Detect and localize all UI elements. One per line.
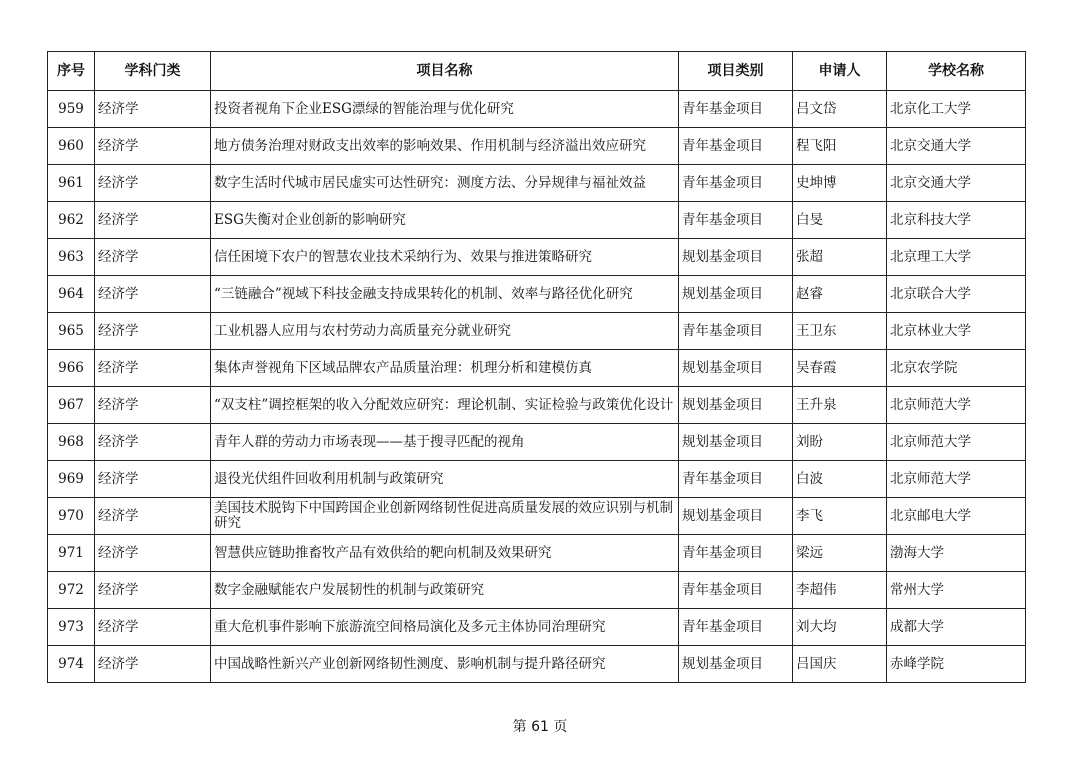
cell-no: 961 [48, 165, 95, 202]
header-applicant: 申请人 [793, 52, 887, 91]
table-row [48, 498, 1026, 535]
table-row [48, 350, 1026, 387]
cell-discipline: 经济学 [95, 461, 211, 498]
table-row [48, 387, 1026, 424]
cell-category: 青年基金项目 [679, 128, 793, 165]
cell-school: 北京邮电大学 [887, 498, 1026, 535]
cell-discipline: 经济学 [95, 646, 211, 683]
cell-title: 数字金融赋能农户发展韧性的机制与政策研究 [211, 572, 679, 609]
cell-title: 信任困境下农户的智慧农业技术采纳行为、效果与推进策略研究 [211, 239, 679, 276]
cell-title: ESG失衡对企业创新的影响研究 [211, 202, 679, 239]
cell-no: 970 [48, 498, 95, 535]
cell-applicant: 吕国庆 [793, 646, 887, 683]
cell-school: 北京理工大学 [887, 239, 1026, 276]
cell-discipline: 经济学 [95, 313, 211, 350]
cell-school: 北京师范大学 [887, 461, 1026, 498]
cell-applicant: 梁远 [793, 535, 887, 572]
table-row [48, 535, 1026, 572]
cell-category: 青年基金项目 [679, 91, 793, 128]
cell-school: 常州大学 [887, 572, 1026, 609]
cell-discipline: 经济学 [95, 498, 211, 535]
cell-discipline: 经济学 [95, 572, 211, 609]
cell-no: 964 [48, 276, 95, 313]
cell-title: 美国技术脱钩下中国跨国企业创新网络韧性促进高质量发展的效应识别与机制研究 [211, 498, 679, 535]
cell-applicant: 程飞阳 [793, 128, 887, 165]
cell-category: 青年基金项目 [679, 313, 793, 350]
cell-applicant: 白旻 [793, 202, 887, 239]
cell-title: 投资者视角下企业ESG漂绿的智能治理与优化研究 [211, 91, 679, 128]
cell-applicant: 白波 [793, 461, 887, 498]
cell-school: 渤海大学 [887, 535, 1026, 572]
cell-title: “双支柱”调控框架的收入分配效应研究：理论机制、实证检验与政策优化设计 [211, 387, 679, 424]
cell-title: 数字生活时代城市居民虚实可达性研究：测度方法、分异规律与福祉效益 [211, 165, 679, 202]
cell-school: 北京师范大学 [887, 424, 1026, 461]
cell-category: 青年基金项目 [679, 572, 793, 609]
cell-title: 重大危机事件影响下旅游流空间格局演化及多元主体协同治理研究 [211, 609, 679, 646]
cell-title: 地方债务治理对财政支出效率的影响效果、作用机制与经济溢出效应研究 [211, 128, 679, 165]
cell-category: 青年基金项目 [679, 535, 793, 572]
cell-category: 规划基金项目 [679, 350, 793, 387]
cell-no: 965 [48, 313, 95, 350]
header-title: 项目名称 [211, 52, 679, 91]
cell-school: 北京林业大学 [887, 313, 1026, 350]
cell-category: 规划基金项目 [679, 424, 793, 461]
cell-applicant: 吕文岱 [793, 91, 887, 128]
header-category: 项目类别 [679, 52, 793, 91]
cell-no: 974 [48, 646, 95, 683]
page-number: 第 61 页 [512, 719, 568, 735]
table-row [48, 424, 1026, 461]
cell-no: 960 [48, 128, 95, 165]
cell-no: 962 [48, 202, 95, 239]
table-row [48, 461, 1026, 498]
cell-discipline: 经济学 [95, 424, 211, 461]
cell-category: 青年基金项目 [679, 609, 793, 646]
cell-discipline: 经济学 [95, 239, 211, 276]
cell-discipline: 经济学 [95, 202, 211, 239]
cell-applicant: 王卫东 [793, 313, 887, 350]
cell-discipline: 经济学 [95, 350, 211, 387]
cell-title: 青年人群的劳动力市场表现——基于搜寻匹配的视角 [211, 424, 679, 461]
cell-applicant: 吴春霞 [793, 350, 887, 387]
cell-school: 北京农学院 [887, 350, 1026, 387]
cell-category: 规划基金项目 [679, 646, 793, 683]
cell-discipline: 经济学 [95, 165, 211, 202]
table-row [48, 313, 1026, 350]
cell-no: 968 [48, 424, 95, 461]
cell-title: 集体声誉视角下区域品牌农产品质量治理：机理分析和建模仿真 [211, 350, 679, 387]
cell-category: 规划基金项目 [679, 276, 793, 313]
table-row [48, 609, 1026, 646]
cell-no: 969 [48, 461, 95, 498]
cell-school: 北京联合大学 [887, 276, 1026, 313]
header-discipline: 学科门类 [95, 52, 211, 91]
cell-school: 北京交通大学 [887, 128, 1026, 165]
header-school: 学校名称 [887, 52, 1026, 91]
table-row [48, 91, 1026, 128]
cell-title: 工业机器人应用与农村劳动力高质量充分就业研究 [211, 313, 679, 350]
table-row [48, 202, 1026, 239]
header-no: 序号 [48, 52, 95, 91]
cell-title: “三链融合”视域下科技金融支持成果转化的机制、效率与路径优化研究 [211, 276, 679, 313]
cell-applicant: 刘大均 [793, 609, 887, 646]
header-row [48, 52, 1026, 91]
cell-applicant: 刘盼 [793, 424, 887, 461]
cell-school: 北京科技大学 [887, 202, 1026, 239]
table-row [48, 128, 1026, 165]
cell-school: 成都大学 [887, 609, 1026, 646]
table-row [48, 165, 1026, 202]
cell-school: 北京交通大学 [887, 165, 1026, 202]
cell-category: 规划基金项目 [679, 239, 793, 276]
cell-school: 北京师范大学 [887, 387, 1026, 424]
cell-category: 青年基金项目 [679, 461, 793, 498]
cell-discipline: 经济学 [95, 128, 211, 165]
table-row [48, 239, 1026, 276]
cell-applicant: 赵睿 [793, 276, 887, 313]
cell-no: 959 [48, 91, 95, 128]
cell-school: 赤峰学院 [887, 646, 1026, 683]
cell-title: 退役光伏组件回收利用机制与政策研究 [211, 461, 679, 498]
cell-no: 972 [48, 572, 95, 609]
table-row [48, 572, 1026, 609]
table-row [48, 276, 1026, 313]
cell-applicant: 张超 [793, 239, 887, 276]
cell-applicant: 王升泉 [793, 387, 887, 424]
cell-school: 北京化工大学 [887, 91, 1026, 128]
cell-discipline: 经济学 [95, 535, 211, 572]
cell-no: 967 [48, 387, 95, 424]
table-row [48, 646, 1026, 683]
cell-category: 规划基金项目 [679, 387, 793, 424]
cell-no: 971 [48, 535, 95, 572]
cell-title: 中国战略性新兴产业创新网络韧性测度、影响机制与提升路径研究 [211, 646, 679, 683]
cell-category: 青年基金项目 [679, 202, 793, 239]
cell-applicant: 李飞 [793, 498, 887, 535]
cell-title: 智慧供应链助推畜牧产品有效供给的靶向机制及效果研究 [211, 535, 679, 572]
cell-category: 规划基金项目 [679, 498, 793, 535]
cell-discipline: 经济学 [95, 387, 211, 424]
cell-category: 青年基金项目 [679, 165, 793, 202]
cell-no: 963 [48, 239, 95, 276]
cell-discipline: 经济学 [95, 609, 211, 646]
cell-discipline: 经济学 [95, 276, 211, 313]
cell-discipline: 经济学 [95, 91, 211, 128]
cell-no: 973 [48, 609, 95, 646]
cell-no: 966 [48, 350, 95, 387]
cell-applicant: 李超伟 [793, 572, 887, 609]
cell-applicant: 史坤博 [793, 165, 887, 202]
project-table [47, 51, 1026, 683]
